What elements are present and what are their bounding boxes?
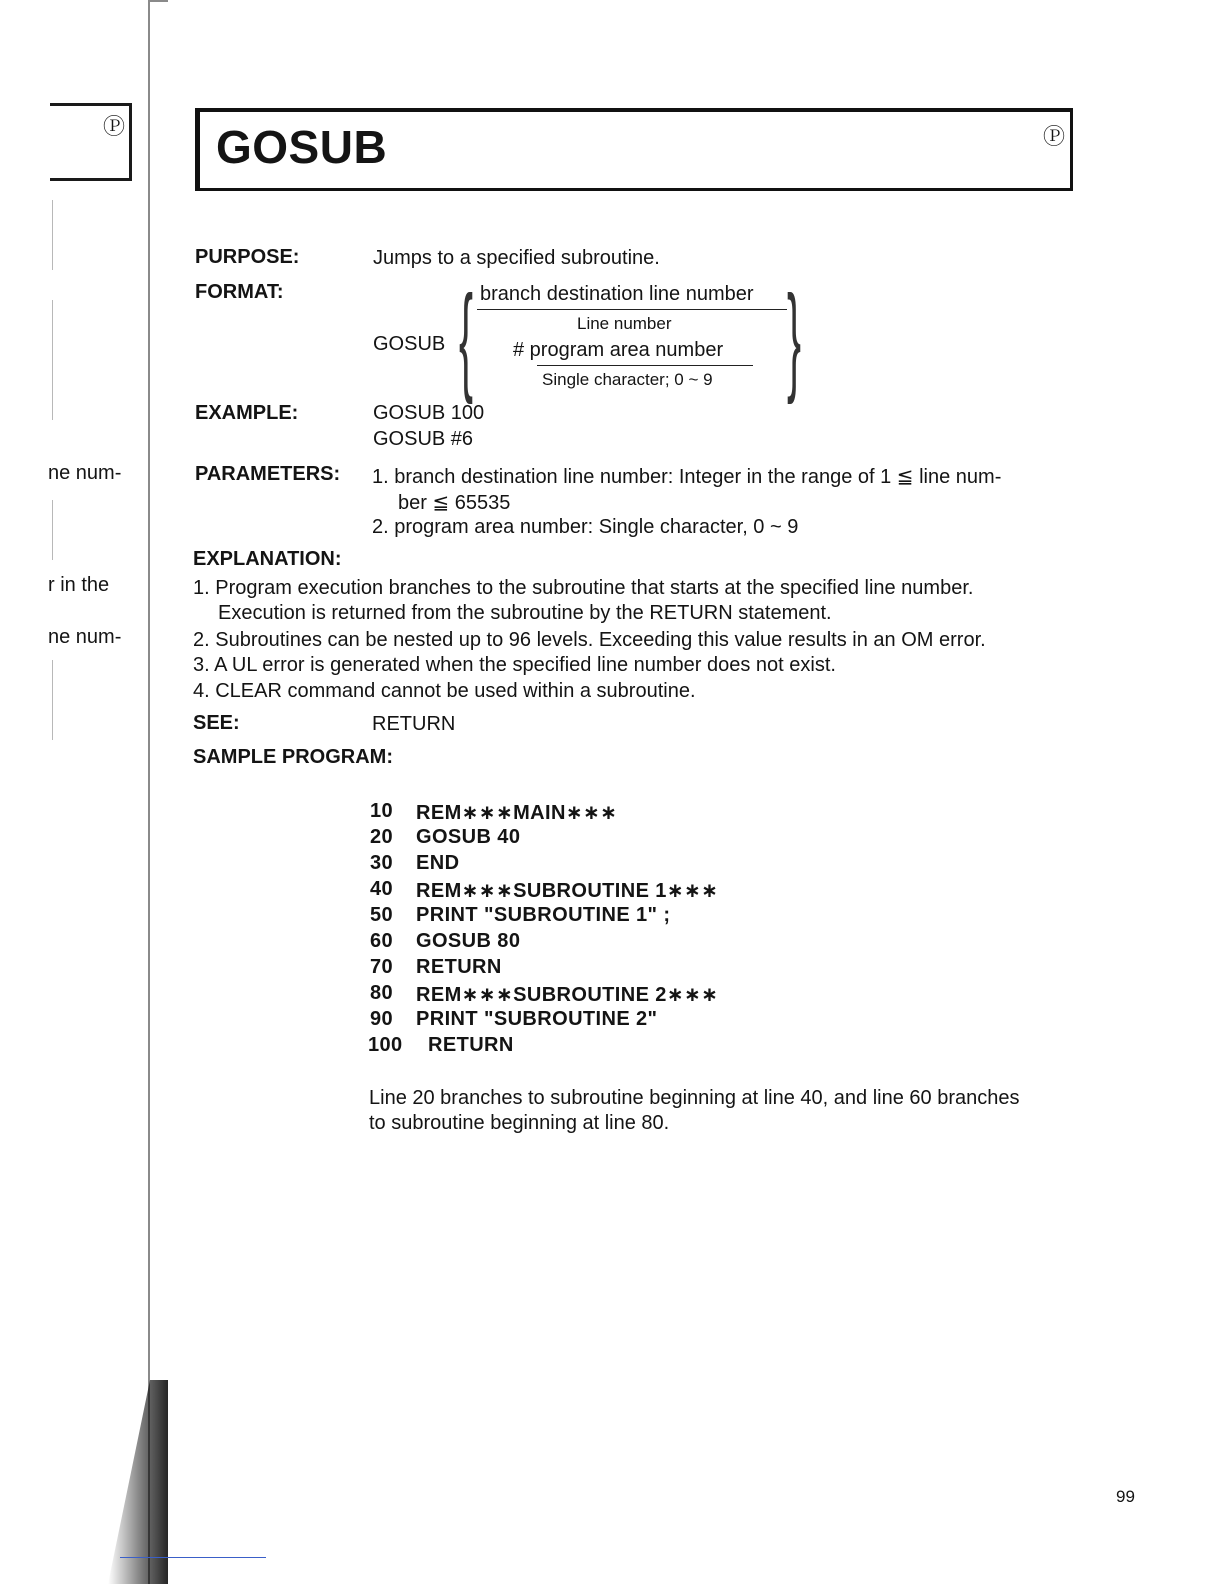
program-line-number: 100 bbox=[368, 1034, 403, 1056]
format-label: FORMAT: bbox=[195, 281, 284, 303]
example-line: GOSUB #6 bbox=[373, 428, 474, 450]
previous-page-fragment: r in the bbox=[48, 574, 110, 596]
program-line-number: 70 bbox=[370, 956, 394, 978]
explanation-line: 2. Subroutines can be nested up to 96 levels. Exceeding this value results in an OM error. bbox=[193, 629, 986, 651]
example-line: GOSUB 100 bbox=[373, 402, 485, 424]
format-note-line-number: Line number bbox=[577, 314, 672, 333]
program-line-code: RETURN bbox=[428, 1034, 514, 1056]
format-divider bbox=[537, 365, 753, 366]
program-line-code: PRINT "SUBROUTINE 2" bbox=[416, 1008, 658, 1030]
parameter-item: 1. branch destination line number: Integer in the range of 1 ≦ line num- bbox=[372, 466, 1002, 488]
page-title: GOSUB bbox=[216, 121, 388, 173]
format-divider bbox=[477, 309, 787, 310]
program-line-number: 10 bbox=[370, 800, 394, 822]
format-note-single-character: Single character; 0 ~ 9 bbox=[542, 370, 713, 389]
purpose-text: Jumps to a specified subroutine. bbox=[373, 247, 660, 269]
sample-program-label: SAMPLE PROGRAM: bbox=[193, 746, 393, 768]
program-line-code: PRINT "SUBROUTINE 1" ; bbox=[416, 904, 671, 926]
program-line-number: 20 bbox=[370, 826, 394, 848]
program-line-code: GOSUB 80 bbox=[416, 930, 521, 952]
format-option-line-number: branch destination line number bbox=[480, 283, 754, 305]
program-line-number: 40 bbox=[370, 878, 394, 900]
page-number: 99 bbox=[1116, 1487, 1135, 1506]
program-line-number: 50 bbox=[370, 904, 394, 926]
format-left-brace: { bbox=[459, 271, 474, 405]
explanation-line: 3. A UL error is generated when the specified line number does not exist. bbox=[193, 654, 836, 676]
program-line-code: RETURN bbox=[416, 956, 502, 978]
binding-edge bbox=[148, 0, 150, 1584]
sample-note: to subroutine beginning at line 80. bbox=[369, 1112, 670, 1134]
program-line-number: 80 bbox=[370, 982, 394, 1004]
program-line-code: REM∗∗∗MAIN∗∗∗ bbox=[416, 802, 618, 824]
program-line-code: GOSUB 40 bbox=[416, 826, 521, 848]
binding-shadow bbox=[108, 1380, 168, 1584]
format-option-program-area: # program area number bbox=[513, 339, 724, 361]
program-line-number: 90 bbox=[370, 1008, 394, 1030]
explanation-line: 1. Program execution branches to the subroutine that starts at the specified line number. bbox=[193, 577, 974, 599]
explanation-line: Execution is returned from the subroutine by the RETURN statement. bbox=[218, 602, 832, 624]
previous-page-rule bbox=[52, 300, 53, 420]
program-line-number: 30 bbox=[370, 852, 394, 874]
previous-page-rule bbox=[52, 660, 53, 740]
example-label: EXAMPLE: bbox=[195, 402, 299, 424]
sample-note: Line 20 branches to subroutine beginning at line 40, and line 60 branches bbox=[369, 1087, 1020, 1109]
binding-edge-top bbox=[150, 0, 168, 2]
program-line-code: END bbox=[416, 852, 460, 874]
program-line-code: REM∗∗∗SUBROUTINE 1∗∗∗ bbox=[416, 880, 719, 902]
explanation-label: EXPLANATION: bbox=[193, 548, 342, 570]
parameters-label: PARAMETERS: bbox=[195, 463, 341, 485]
purpose-label: PURPOSE: bbox=[195, 246, 300, 268]
program-line-code: REM∗∗∗SUBROUTINE 2∗∗∗ bbox=[416, 984, 719, 1006]
format-keyword: GOSUB bbox=[373, 333, 446, 355]
footer-rule bbox=[120, 1557, 266, 1558]
explanation-line: 4. CLEAR command cannot be used within a subroutine. bbox=[193, 680, 696, 702]
previous-page-fragment: ne num- bbox=[48, 462, 122, 484]
previous-page-p-marker-icon: Ⓟ bbox=[103, 114, 126, 139]
previous-page-fragment: ne num- bbox=[48, 626, 122, 648]
see-text: RETURN bbox=[372, 713, 456, 735]
previous-page-rule bbox=[52, 200, 53, 270]
parameter-item-continued: ber ≦ 65535 bbox=[398, 492, 511, 514]
format-right-brace: } bbox=[787, 271, 802, 405]
p-marker-icon: Ⓟ bbox=[1043, 124, 1066, 149]
parameter-item: 2. program area number: Single character, 0 ~ 9 bbox=[372, 516, 799, 538]
previous-page-rule bbox=[52, 500, 53, 560]
see-label: SEE: bbox=[193, 712, 240, 734]
program-line-number: 60 bbox=[370, 930, 394, 952]
